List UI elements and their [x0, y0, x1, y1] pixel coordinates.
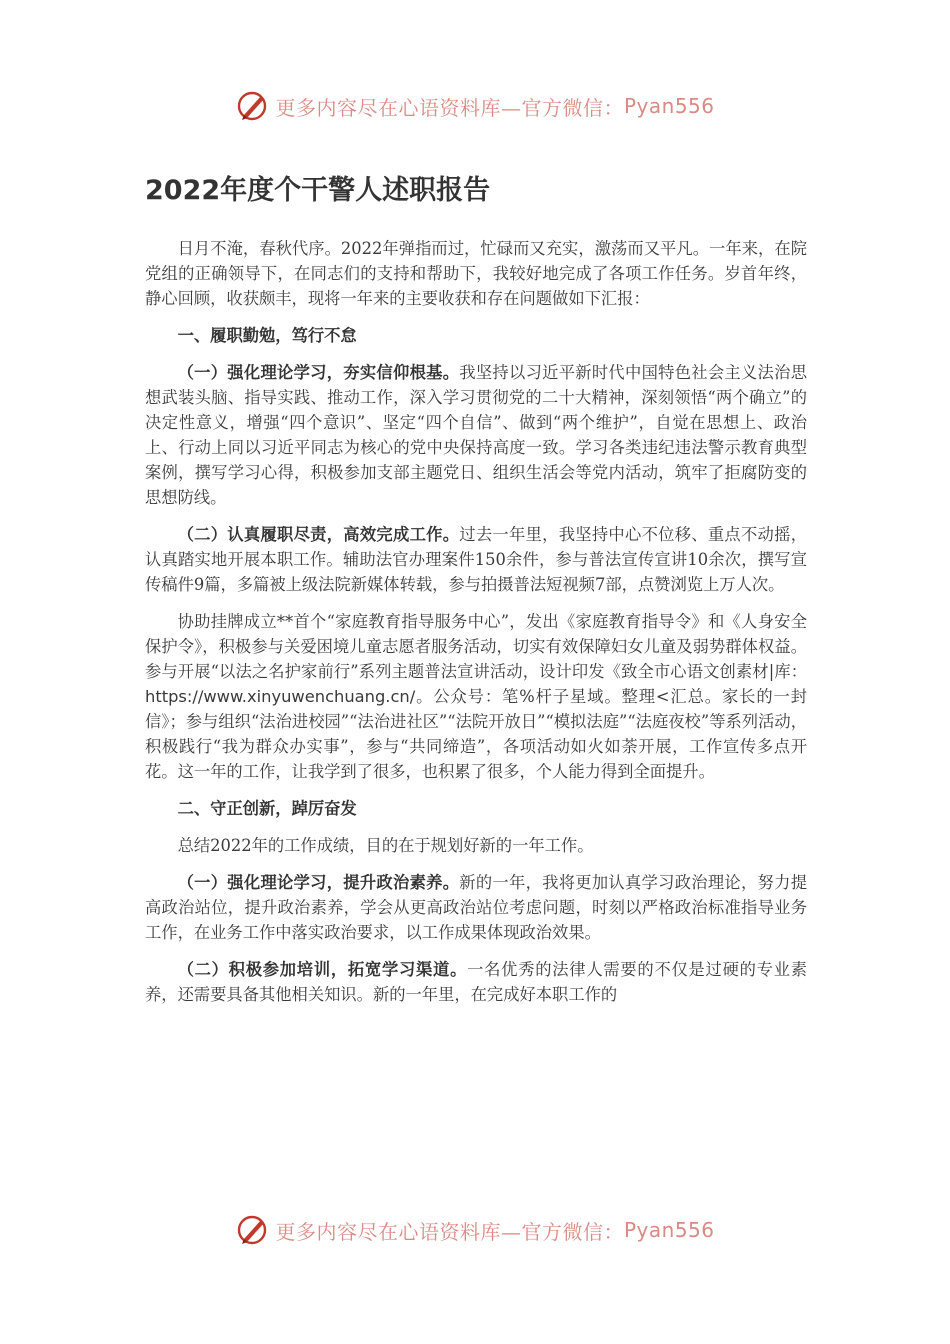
paragraph-body: 一名优秀的法律人需要的不仅是过硬的专业素养，还需要具备其他相关知识。新的一年里，在完成好本职工作的	[145, 960, 807, 1004]
section-2-heading: 二、守正创新，踔厉奋发	[177, 799, 357, 818]
paragraph-body: 协助挂牌成立**首个“家庭教育指导服务中心”，发出《家庭教育指导令》和《人身安全保护令》，积极参与关爱困境儿童志愿者服务活动，切实有效保障妇女儿童及弱势群体权益。参与开展“以法之名护家前行”系列主题普法宣讲活动，设计印发《致全市心语文创素材|库：	[145, 612, 807, 681]
website-url: https://www.xinyuwenchuang.cn/	[145, 687, 416, 706]
paragraph-lead: （二）积极参加培训，拓宽学习渠道。	[177, 960, 468, 979]
paragraph-body: 我坚持以习近平新时代中国特色社会主义法治思想武装头脑、指导实践、推动工作，深入学习贯彻党的二十大精神，深刻领悟“两个确立”的决定性意义，增强“四个意识”、坚定“四个自信”、做到“两个维护”，自觉在思想上、政治上、行动上同以习近平同志为核心的党中央保持高度一致。学习各类违纪违法警示教育典型案例，撰写学习心得，积极参加支部主题党日、组织生活会等党内活动，筑牢了拒腐防变的思想防线。	[145, 363, 807, 507]
paragraph-lead: （一）强化理论学习，夯实信仰根基。	[177, 363, 460, 382]
paragraph-body: 新的一年，我将更加认真学习政治理论，努力提高政治站位，提升政治素养，学会从更高政治站位考虑问题，时刻以严格政治标准指导业务工作，在业务工作中落实政治要求，以工作成果体现政治效果。	[145, 873, 807, 942]
banner-wechat-id: Pyan556	[623, 1218, 715, 1242]
document-body	[145, 170, 807, 1019]
section-1-heading: 一、履职勤勉，笃行不怠	[177, 326, 357, 345]
section-2-paragraph-1	[145, 870, 807, 945]
section-1-paragraph-1	[145, 360, 807, 510]
section-1-paragraph-2	[145, 522, 807, 597]
section-1-paragraph-3	[145, 609, 807, 784]
section-2-intro: 总结2022年的工作成绩，目的在于规划好新的一年工作。	[177, 836, 594, 855]
footer-watermark-banner	[0, 1208, 950, 1252]
paragraph-lead: （一）强化理论学习，提升政治素养。	[177, 873, 460, 892]
paragraph-lead: （二）认真履职尽责，高效完成工作。	[177, 525, 460, 544]
banner-text: 更多内容尽在心语资料库—官方微信：	[275, 1219, 624, 1244]
pen-logo-icon	[235, 88, 271, 124]
paragraph-body-continued: 。公众号：笔%杆子星域。整理<汇总。家长的一封信》；参与组织“法治进校园”“法治进社区”“法院开放日”“模拟法庭”“法庭夜校”等系列活动，积极践行“我为群众办实事”，参与“共同缔造”，各项活动如火如荼开展，工作宣传多点开花。这一年的工作，让我学到了很多，也积累了很多，个人能力得到全面提升。	[145, 687, 807, 781]
banner-text: 更多内容尽在心语资料库—官方微信：	[275, 95, 624, 120]
pen-logo-icon	[235, 1212, 271, 1248]
intro-paragraph: 日月不淹，春秋代序。2022年弹指而过，忙碌而又充实，激荡而又平凡。一年来，在院党组的正确领导下，在同志们的支持和帮助下，我较好地完成了各项工作任务。岁首年终，静心回顾，收获颇丰，现将一年来的主要收获和存在问题做如下汇报：	[145, 239, 807, 308]
banner-wechat-id: Pyan556	[623, 94, 715, 118]
section-2-paragraph-2	[145, 957, 807, 1007]
document-title: 2022年度个干警人述职报告	[145, 175, 491, 206]
paragraph-body: 过去一年里，我坚持中心不位移、重点不动摇，认真踏实地开展本职工作。辅助法官办理案件150余件，参与普法宣传宣讲10余次，撰写宣传稿件9篇，多篇被上级法院新媒体转载，参与拍摄普法短视频7部，点赞浏览上万人次。	[145, 525, 807, 594]
header-watermark-banner	[0, 84, 950, 128]
